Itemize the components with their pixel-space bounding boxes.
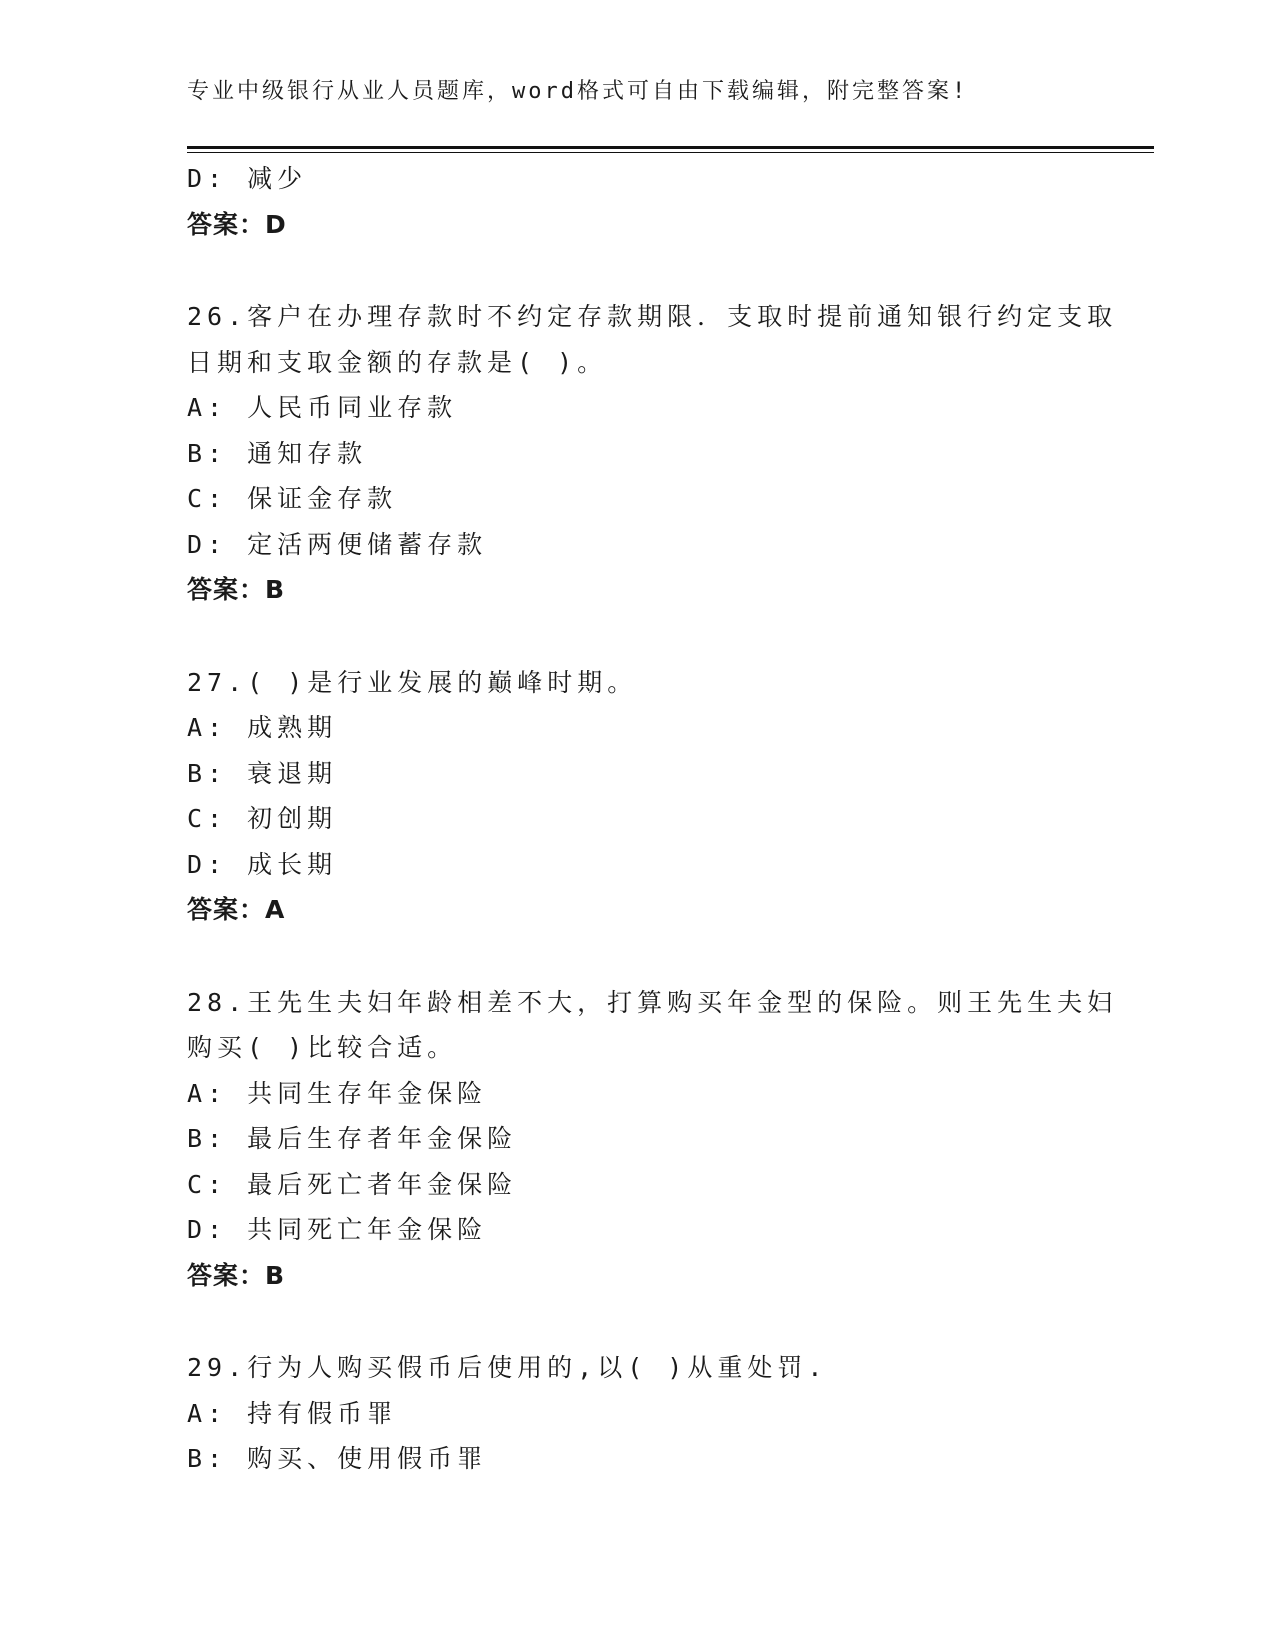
option-c: C: 初创期 bbox=[187, 804, 338, 833]
question-stem-line: 29.行为人购买假币后使用的,以( )从重处罚. bbox=[187, 1353, 828, 1382]
answer-line: 答案：A bbox=[187, 895, 286, 924]
option-b: B: 购买、使用假币罪 bbox=[187, 1444, 488, 1473]
option-d: D: 减少 bbox=[187, 164, 308, 193]
option-c: C: 最后死亡者年金保险 bbox=[187, 1169, 518, 1199]
option-a: A: 持有假币罪 bbox=[187, 1398, 398, 1428]
option-d: D: 成长期 bbox=[187, 849, 338, 879]
option-a: A: 成熟期 bbox=[187, 713, 338, 742]
question-stem-line: 28.王先生夫妇年龄相差不大，打算购买年金型的保险。则王先生夫妇 bbox=[187, 987, 1118, 1017]
question-stem-line: 购买( )比较合适。 bbox=[187, 1033, 458, 1062]
option-b: B: 最后生存者年金保险 bbox=[187, 1124, 518, 1153]
question-26 bbox=[187, 294, 1118, 613]
option-c: C: 保证金存款 bbox=[187, 484, 398, 513]
question-29 bbox=[187, 1345, 1087, 1482]
option-b: B: 衰退期 bbox=[187, 758, 338, 788]
question-stem-line: 27.( )是行业发展的巅峰时期。 bbox=[187, 667, 638, 697]
option-d: D: 共同死亡年金保险 bbox=[187, 1215, 488, 1244]
option-a: A: 人民币同业存款 bbox=[187, 393, 458, 422]
option-d: D: 定活两便储蓄存款 bbox=[187, 529, 488, 559]
question-27 bbox=[187, 660, 1087, 933]
answer-line: 答案：B bbox=[187, 1260, 286, 1290]
page-header: 专业中级银行从业人员题库，word格式可自由下载编辑，附完整答案! bbox=[187, 79, 969, 104]
answer-line: 答案：D bbox=[187, 209, 287, 239]
header-rule-thick bbox=[187, 146, 1154, 149]
header-rule-thin bbox=[187, 152, 1154, 153]
option-a: A: 共同生存年金保险 bbox=[187, 1078, 488, 1108]
question-28 bbox=[187, 980, 1118, 1299]
question-stem-line: 26.客户在办理存款时不约定存款期限．支取时提前通知银行约定支取 bbox=[187, 302, 1118, 331]
question-stem-line: 日期和支取金额的存款是( )。 bbox=[187, 347, 608, 377]
option-b: B: 通知存款 bbox=[187, 438, 368, 468]
answer-line: 答案：B bbox=[187, 575, 286, 604]
question-list bbox=[187, 156, 1118, 1482]
